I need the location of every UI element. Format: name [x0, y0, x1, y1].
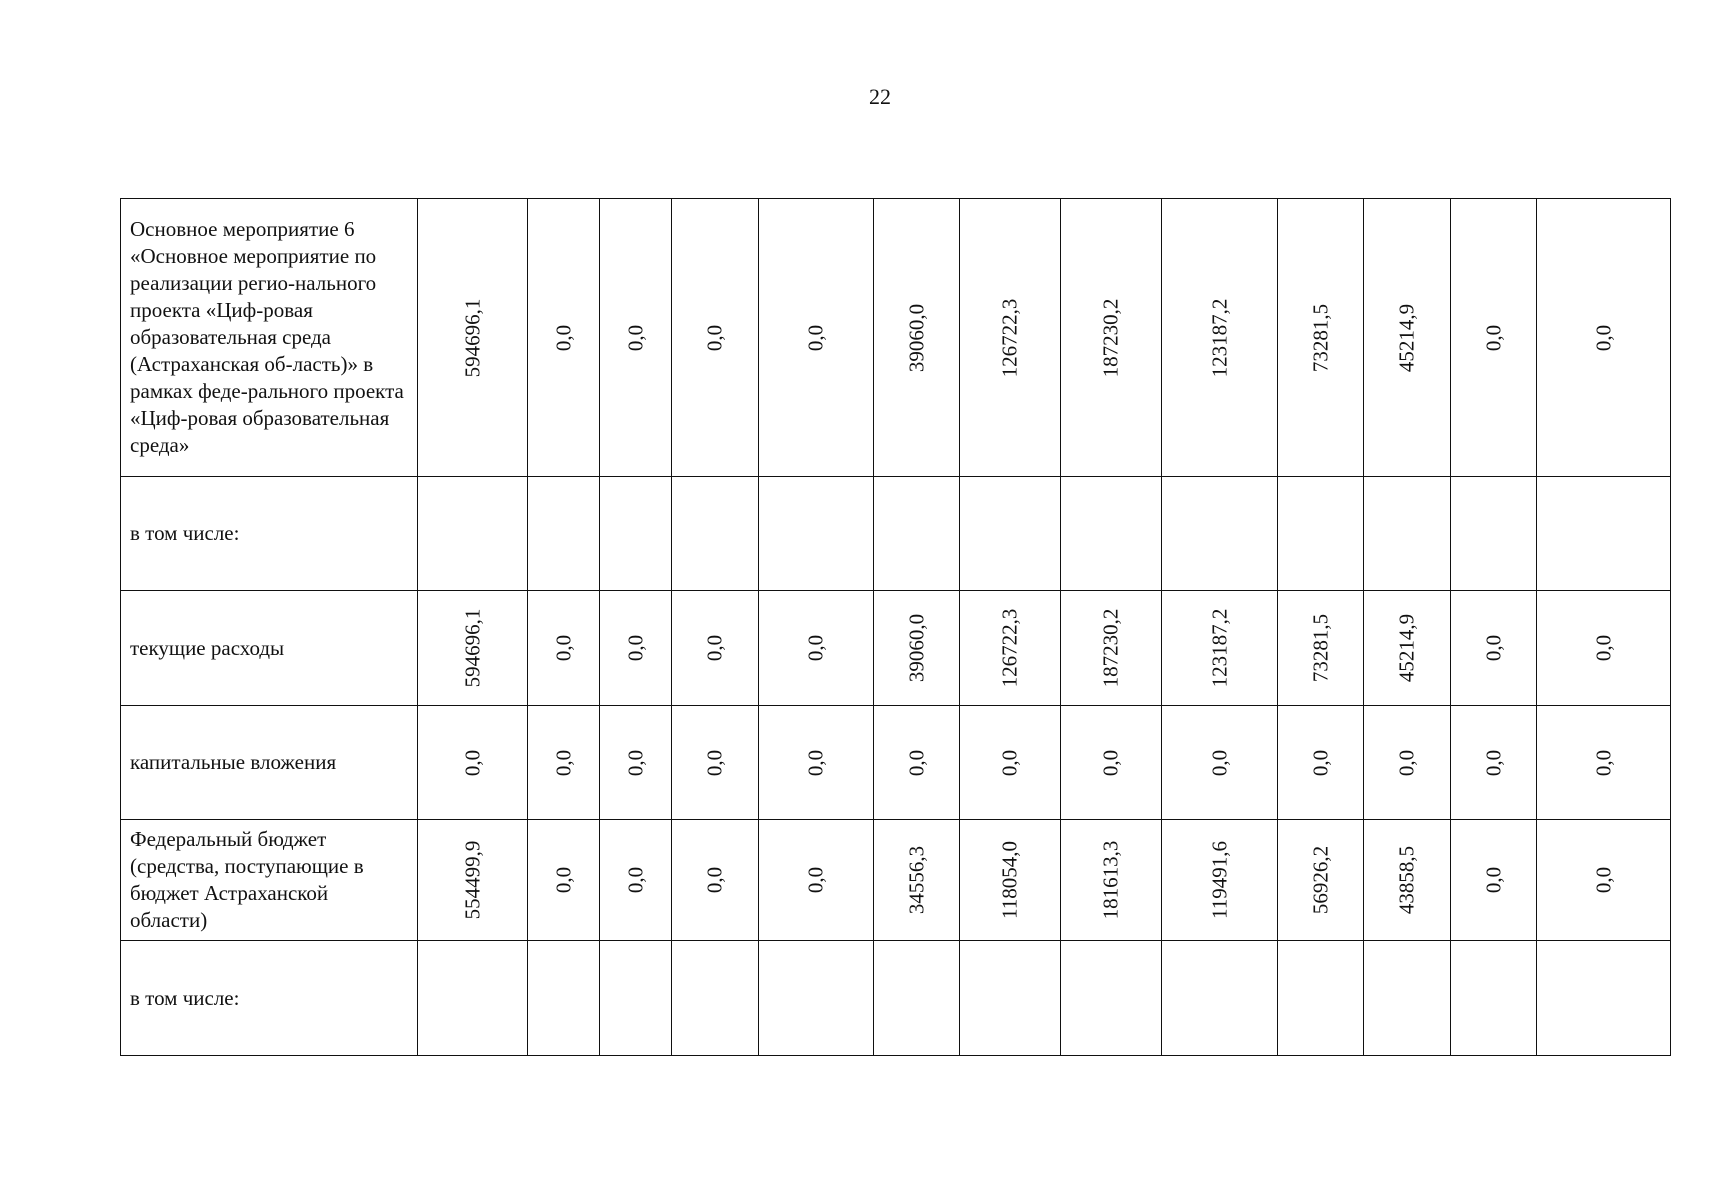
value-cell	[528, 706, 600, 820]
value-cell	[418, 591, 528, 706]
value-cell	[1162, 820, 1278, 941]
value-cell	[1278, 477, 1364, 591]
value-cell	[672, 820, 759, 941]
cell-value: 39060,0	[904, 303, 928, 372]
value-cell	[418, 820, 528, 941]
value-cell	[1061, 477, 1162, 591]
cell-value: 126722,3	[997, 608, 1022, 688]
value-cell	[759, 941, 874, 1056]
value-cell	[759, 591, 874, 706]
value-cell	[874, 477, 960, 591]
cell-value: 0,0	[1481, 866, 1505, 894]
value-cell	[960, 591, 1061, 706]
value-cell	[600, 820, 672, 941]
cell-value: 0,0	[1591, 324, 1615, 351]
cell-value: 0,0	[702, 324, 727, 351]
cell-value: 554499,9	[460, 840, 484, 920]
value-cell	[1162, 591, 1278, 706]
value-cell	[1537, 820, 1671, 941]
cell-value: 0,0	[803, 634, 828, 662]
cell-value: 0,0	[702, 866, 727, 894]
cell-value: 118054,0	[997, 841, 1022, 919]
cell-value: 181613,3	[1098, 840, 1123, 920]
cell-value: 73281,5	[1308, 303, 1332, 372]
value-cell	[418, 199, 528, 477]
value-cell	[1451, 820, 1537, 941]
cell-value: 0,0	[1481, 324, 1505, 351]
cell-value: 0,0	[1591, 866, 1615, 894]
value-cell	[672, 591, 759, 706]
value-cell	[1364, 477, 1451, 591]
value-cell	[672, 199, 759, 477]
value-cell	[1364, 591, 1451, 706]
value-cell	[759, 199, 874, 477]
cell-value: 0,0	[1098, 749, 1123, 776]
value-cell	[960, 477, 1061, 591]
cell-value: 45214,9	[1394, 303, 1419, 372]
cell-value: 187230,2	[1098, 298, 1123, 377]
value-cell	[528, 591, 600, 706]
cell-value: 126722,3	[997, 298, 1022, 377]
cell-value: 0,0	[803, 866, 828, 894]
value-cell	[1364, 199, 1451, 477]
value-cell	[1162, 941, 1278, 1056]
value-cell	[1278, 941, 1364, 1056]
cell-value: 119491,6	[1207, 841, 1231, 919]
value-cell	[960, 941, 1061, 1056]
value-cell	[874, 591, 960, 706]
cell-value: 0,0	[623, 749, 647, 776]
value-cell	[1061, 199, 1162, 477]
value-cell	[1364, 820, 1451, 941]
cell-value: 0,0	[551, 749, 575, 776]
row-label: Основное мероприятие 6 «Основное мероприятие по реализации регио-нального проекта «Циф-ровая образовательная среда (Астраханская об-ласть)» в рамках феде-рального проекта «Циф-ровая образовательная среда»	[121, 199, 418, 477]
budget-table	[120, 198, 1671, 1056]
value-cell	[874, 706, 960, 820]
value-cell	[1162, 706, 1278, 820]
row-label: Федеральный бюджет (средства, поступающие в бюджет Астраханской области)	[121, 820, 418, 941]
page-number: 22	[869, 84, 891, 109]
cell-value: 0,0	[623, 324, 647, 351]
row-label: капитальные вложения	[121, 706, 418, 820]
value-cell	[528, 477, 600, 591]
value-cell	[528, 820, 600, 941]
value-cell	[1278, 591, 1364, 706]
value-cell	[960, 820, 1061, 941]
value-cell	[418, 477, 528, 591]
value-cell	[600, 706, 672, 820]
cell-value: 0,0	[997, 749, 1022, 776]
cell-value: 73281,5	[1308, 613, 1332, 683]
cell-value: 0,0	[803, 324, 828, 351]
value-cell	[1451, 941, 1537, 1056]
cell-value: 0,0	[1308, 749, 1332, 776]
cell-value: 123187,2	[1207, 298, 1231, 377]
row-label: в том числе:	[121, 477, 418, 591]
table-row	[121, 820, 1671, 941]
cell-value: 0,0	[551, 866, 575, 894]
value-cell	[600, 477, 672, 591]
value-cell	[874, 941, 960, 1056]
row-label: в том числе:	[121, 941, 418, 1056]
value-cell	[1451, 591, 1537, 706]
value-cell	[600, 199, 672, 477]
cell-value: 0,0	[623, 866, 647, 894]
value-cell	[600, 941, 672, 1056]
value-cell	[1061, 941, 1162, 1056]
value-cell	[759, 706, 874, 820]
cell-value: 0,0	[702, 749, 727, 776]
value-cell	[1537, 706, 1671, 820]
cell-value: 0,0	[1481, 749, 1505, 776]
cell-value: 594696,1	[460, 608, 484, 688]
value-cell	[1451, 477, 1537, 591]
cell-value: 187230,2	[1098, 608, 1123, 688]
value-cell	[672, 706, 759, 820]
cell-value: 0,0	[1207, 749, 1231, 776]
cell-value: 594696,1	[460, 298, 484, 377]
cell-value: 45214,9	[1394, 613, 1419, 683]
value-cell	[1537, 199, 1671, 477]
cell-value: 34556,3	[904, 845, 928, 915]
value-cell	[1278, 706, 1364, 820]
value-cell	[1162, 199, 1278, 477]
table-row	[121, 199, 1671, 477]
cell-value: 123187,2	[1207, 608, 1231, 688]
value-cell	[1278, 199, 1364, 477]
value-cell	[1451, 706, 1537, 820]
value-cell	[1278, 820, 1364, 941]
value-cell	[1537, 591, 1671, 706]
value-cell	[960, 706, 1061, 820]
cell-value: 0,0	[460, 749, 484, 776]
value-cell	[1364, 706, 1451, 820]
value-cell	[874, 199, 960, 477]
value-cell	[1537, 477, 1671, 591]
row-label: текущие расходы	[121, 591, 418, 706]
cell-value: 0,0	[623, 634, 647, 662]
value-cell	[1061, 820, 1162, 941]
cell-value: 0,0	[551, 324, 575, 351]
table-row	[121, 706, 1671, 820]
value-cell	[759, 477, 874, 591]
cell-value: 0,0	[803, 749, 828, 776]
value-cell	[418, 706, 528, 820]
cell-value: 0,0	[1394, 749, 1419, 776]
value-cell	[1364, 941, 1451, 1056]
value-cell	[1061, 591, 1162, 706]
value-cell	[759, 820, 874, 941]
cell-value: 0,0	[1481, 634, 1505, 662]
value-cell	[1537, 941, 1671, 1056]
table-row	[121, 591, 1671, 706]
value-cell	[528, 941, 600, 1056]
value-cell	[528, 199, 600, 477]
budget-table-container	[120, 198, 1670, 1055]
value-cell	[960, 199, 1061, 477]
value-cell	[672, 941, 759, 1056]
cell-value: 0,0	[702, 634, 727, 662]
value-cell	[672, 477, 759, 591]
cell-value: 56926,2	[1308, 845, 1332, 915]
value-cell	[1451, 199, 1537, 477]
cell-value: 0,0	[1591, 634, 1615, 662]
cell-value: 43858,5	[1394, 845, 1419, 915]
value-cell	[600, 591, 672, 706]
table-row	[121, 941, 1671, 1056]
value-cell	[1162, 477, 1278, 591]
value-cell	[874, 820, 960, 941]
cell-value: 39060,0	[904, 613, 928, 683]
table-row	[121, 477, 1671, 591]
cell-value: 0,0	[1591, 749, 1615, 776]
cell-value: 0,0	[904, 749, 928, 776]
value-cell	[418, 941, 528, 1056]
value-cell	[1061, 706, 1162, 820]
cell-value: 0,0	[551, 634, 575, 662]
